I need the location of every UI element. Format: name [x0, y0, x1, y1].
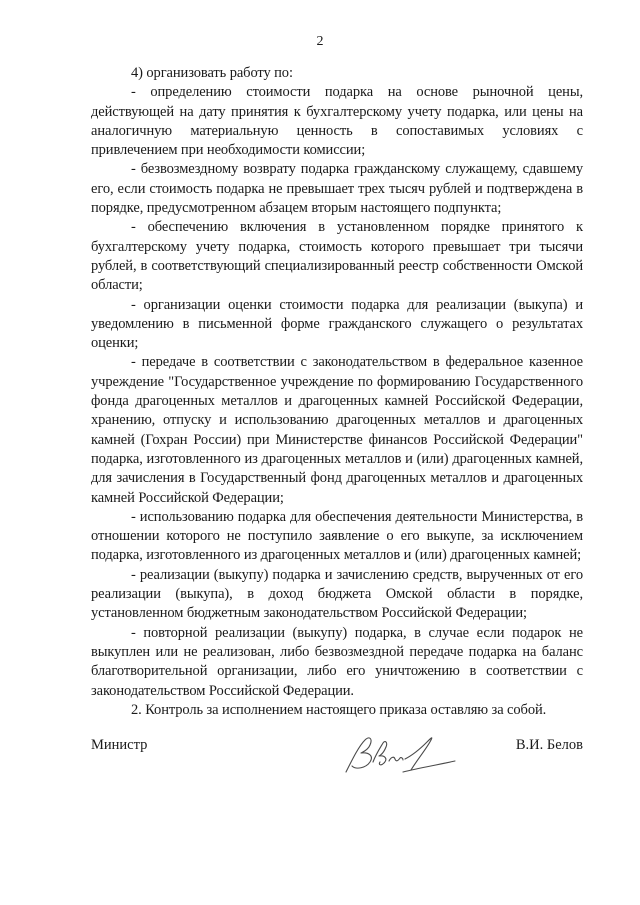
- paragraph-gokhran-transfer: - передаче в соответствии с законодательством в федеральное казенное учреждение "Государственное учреждение по формированию Государственного фонда драгоценных металлов и драгоценных камней Российской Федерации, хранению, отпуску и использованию драгоценных металлов и драгоценных камней (Гохран России) при Министерстве финансов Российской Федерации" подарка, изготовленного из драгоценных металлов и (или) драгоценных камней, для зачисления в Государственный фонд драгоценных металлов и драгоценных камней Российской Федерации;: [91, 354, 583, 506]
- paragraph-control: 2. Контроль за исполнением настоящего приказа оставляю за собой.: [131, 701, 547, 718]
- paragraph-ministry-use: - использованию подарка для обеспечения деятельности Министерства, в отношении которого не поступило заявление о его выкупе, за исключением подарка, изготовленного из драгоценных металлов и (или) драгоценных камней;: [91, 508, 583, 564]
- paragraph-valuation: - определению стоимости подарка на основе рыночной цены, действующей на дату принятия к бухгалтерскому учету подарка, или цены на аналогичную материальную ценность в сопоставимых условиях с привлечением при необходимости комиссии;: [91, 84, 583, 159]
- page-number: 2: [316, 34, 324, 49]
- paragraph-appraisal: - организации оценки стоимости подарка для реализации (выкупа) и уведомлению в письменной форме гражданского служащего о результатах оценки;: [91, 296, 583, 352]
- signatory-title: Министр: [91, 737, 148, 753]
- document-body: [91, 64, 583, 720]
- signature-block: [91, 728, 583, 778]
- paragraph-item-4-intro: 4) организовать работу по:: [131, 65, 293, 81]
- paragraph-registry: - обеспечению включения в установленном порядке принятого к бухгалтерскому учету подарка, стоимость которого превышает три тысячи рублей, в соответствующий специализированный реестр собственности Омской области;: [91, 219, 583, 294]
- signatory-name: В.И. Белов: [515, 737, 583, 753]
- paragraph-resale-disposal: - повторной реализации (выкупу) подарка, в случае если подарок не выкуплен или не реализован, либо безвозмездной передаче подарка на баланс благотворительной организации, либо его уничтожению в соответствии с законодательством Российской Федерации.: [91, 624, 583, 699]
- paragraph-sale-proceeds: - реализации (выкупу) подарка и зачислению средств, вырученных от его реализации (выкупа), в доход бюджета Омской области в порядке, установленном бюджетным законодательством Российской Федерации;: [91, 566, 583, 622]
- paragraph-return-gift: - безвозмездному возврату подарка гражданскому служащему, сдавшему его, если стоимость подарка не превышает трех тысяч рублей и подтверждена в порядке, предусмотренном абзацем вторым настоящего подпункта;: [91, 161, 583, 217]
- handwritten-signature: [343, 728, 458, 778]
